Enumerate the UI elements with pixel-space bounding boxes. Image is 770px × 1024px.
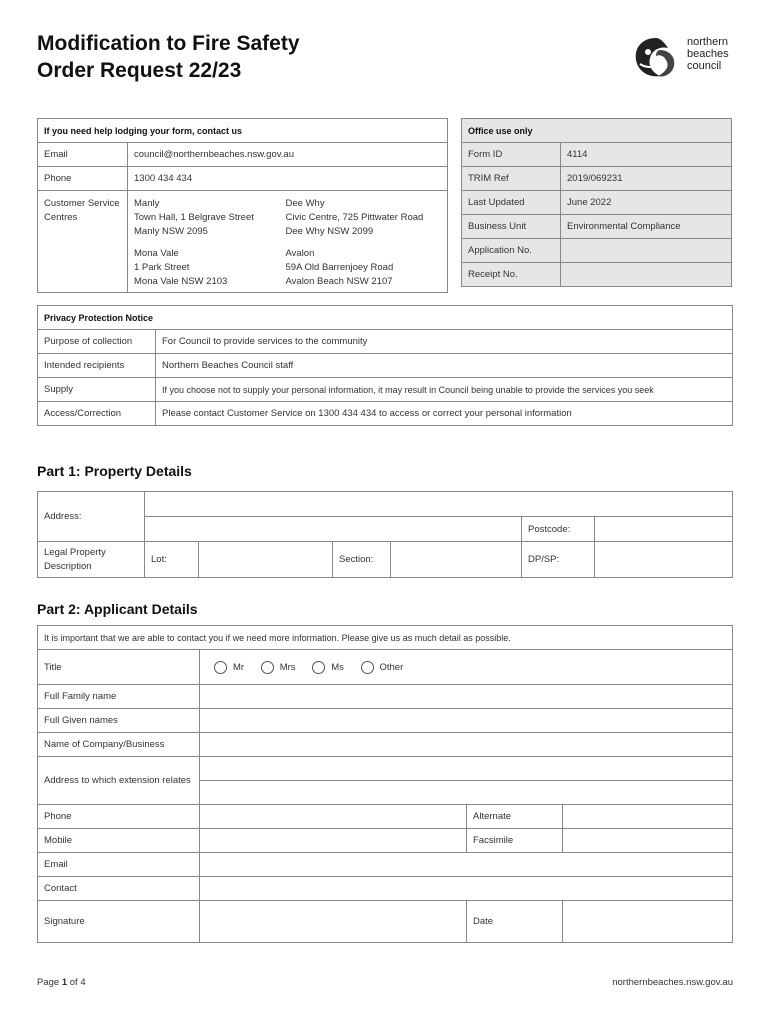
title-option-mr[interactable]: Mr — [214, 661, 244, 674]
address-field-line-1[interactable] — [145, 492, 733, 517]
footer-website[interactable]: northernbeaches.nsw.gov.au — [612, 977, 733, 988]
section-label: Section: — [333, 542, 391, 578]
part2-intro: It is important that we are able to contact you if we need more information. Please give us as much detail as possible. — [38, 626, 733, 650]
centre-line: Avalon Beach NSW 2107 — [285, 276, 393, 287]
centre-name: Dee Why — [285, 198, 325, 209]
email-value: council@northernbeaches.nsw.gov.au — [128, 143, 448, 167]
centre-line: 59A Old Barrenjoey Road — [285, 262, 394, 273]
postcode-label: Postcode: — [522, 517, 595, 542]
facsimile-field[interactable] — [563, 829, 733, 853]
email-field[interactable] — [200, 853, 733, 877]
radio-icon[interactable] — [312, 661, 325, 674]
family-name-label: Full Family name — [38, 685, 200, 709]
contact-field[interactable] — [200, 877, 733, 901]
application-number-boxes[interactable] — [561, 239, 732, 263]
mobile-label: Mobile — [38, 829, 200, 853]
council-logo — [630, 34, 740, 80]
lot-label: Lot: — [145, 542, 199, 578]
office-label: TRIM Ref — [462, 167, 561, 191]
radio-icon[interactable] — [261, 661, 274, 674]
radio-icon[interactable] — [214, 661, 227, 674]
title-label: Title — [38, 650, 200, 685]
centres-col-1 — [128, 191, 280, 293]
address-field-line-2[interactable] — [145, 517, 522, 542]
facsimile-label: Facsimile — [467, 829, 563, 853]
title-option-ms[interactable]: Ms — [312, 661, 344, 674]
title-line-2: Order Request 22/23 — [37, 59, 242, 82]
centre-line: Dee Why NSW 2099 — [285, 226, 374, 237]
phone-field[interactable] — [200, 805, 467, 829]
phone-value: 1300 434 434 — [128, 167, 448, 191]
office-label: Receipt No. — [462, 263, 561, 287]
title-options — [200, 650, 733, 685]
legal-description-label: Legal Property Description — [38, 542, 145, 578]
centre-line: Manly NSW 2095 — [134, 226, 208, 237]
company-label: Name of Company/Business — [38, 733, 200, 757]
centre-name: Mona Vale — [134, 248, 179, 259]
title-option-other[interactable]: Other — [361, 661, 404, 674]
lot-field[interactable] — [199, 542, 333, 578]
privacy-value: Please contact Customer Service on 1300 434 434 to access or correct your personal information — [156, 402, 733, 426]
mobile-field[interactable] — [200, 829, 467, 853]
office-value: June 2022 — [561, 191, 732, 215]
extension-address-field-2[interactable] — [200, 781, 733, 805]
privacy-value: If you choose not to supply your personal information, it may result in Council being unable to provide the services you seek — [156, 378, 733, 402]
office-label: Last Updated — [462, 191, 561, 215]
contact-label: Contact — [38, 877, 200, 901]
logo-line: council — [687, 60, 722, 72]
signature-field[interactable] — [200, 901, 467, 943]
phone-label: Phone — [38, 167, 128, 191]
centre-line: Town Hall, 1 Belgrave Street — [134, 212, 254, 223]
title-line-1: Modification to Fire Safety — [37, 32, 300, 55]
date-label: Date — [467, 901, 563, 943]
centre-line: Civic Centre, 725 Pittwater Road — [285, 212, 424, 223]
privacy-label: Intended recipients — [38, 354, 156, 378]
page-title — [37, 30, 300, 84]
radio-icon[interactable] — [361, 661, 374, 674]
privacy-label: Access/Correction — [38, 402, 156, 426]
postcode-field[interactable] — [595, 517, 733, 542]
given-names-label: Full Given names — [38, 709, 200, 733]
privacy-label: Purpose of collection — [38, 330, 156, 354]
title-option-mrs[interactable]: Mrs — [261, 661, 296, 674]
applicant-details-table — [37, 625, 733, 943]
privacy-value: Northern Beaches Council staff — [156, 354, 733, 378]
office-heading: Office use only — [462, 119, 732, 143]
privacy-value: For Council to provide services to the community — [156, 330, 733, 354]
given-names-field[interactable] — [200, 709, 733, 733]
page-number: Page 1 of 4 — [37, 977, 86, 988]
office-value: Environmental Compliance — [561, 215, 732, 239]
part1-heading: Part 1: Property Details — [37, 463, 192, 479]
centre-name: Avalon — [285, 248, 315, 259]
phone-label: Phone — [38, 805, 200, 829]
privacy-heading: Privacy Protection Notice — [38, 306, 733, 330]
council-logo-icon — [630, 34, 682, 80]
part2-heading: Part 2: Applicant Details — [37, 601, 198, 617]
logo-line: northern — [687, 36, 728, 48]
office-label: Form ID — [462, 143, 561, 167]
office-label: Application No. — [462, 239, 561, 263]
email-label: Email — [38, 143, 128, 167]
family-name-field[interactable] — [200, 685, 733, 709]
company-field[interactable] — [200, 733, 733, 757]
dpsp-field[interactable] — [595, 542, 733, 578]
office-value: 4114 — [561, 143, 732, 167]
extension-address-field-1[interactable] — [200, 757, 733, 781]
privacy-label: Supply — [38, 378, 156, 402]
section-field[interactable] — [391, 542, 522, 578]
centres-label: Customer Service Centres — [38, 191, 128, 293]
centres-col-2 — [280, 191, 448, 293]
date-field[interactable] — [563, 901, 733, 943]
receipt-number-field[interactable] — [561, 263, 732, 287]
logo-line: beaches — [687, 48, 729, 60]
contact-table — [37, 118, 448, 293]
signature-label: Signature — [38, 901, 200, 943]
address-label: Address: — [38, 492, 145, 542]
centre-name: Manly — [134, 198, 160, 209]
alternate-field[interactable] — [563, 805, 733, 829]
dpsp-label: DP/SP: — [522, 542, 595, 578]
logo-text — [687, 36, 729, 72]
contact-heading: If you need help lodging your form, contact us — [38, 119, 448, 143]
property-details-table — [37, 491, 733, 578]
office-use-table — [461, 118, 732, 287]
extension-address-label: Address to which extension relates — [38, 757, 200, 805]
privacy-table — [37, 305, 733, 426]
email-label: Email — [38, 853, 200, 877]
office-label: Business Unit — [462, 215, 561, 239]
office-value: 2019/069231 — [561, 167, 732, 191]
centre-line: Mona Vale NSW 2103 — [134, 276, 228, 287]
alternate-label: Alternate — [467, 805, 563, 829]
centre-line: 1 Park Street — [134, 262, 190, 273]
